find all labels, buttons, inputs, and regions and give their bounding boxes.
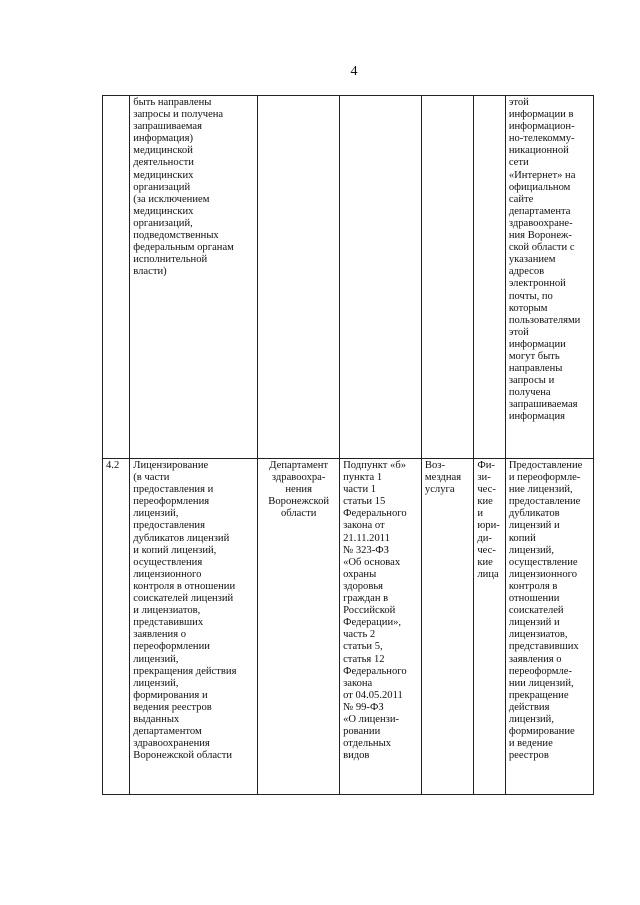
text-line: информации <box>508 338 566 350</box>
text-line: нии лицензий, <box>508 677 574 689</box>
text-line: Федерального <box>343 508 407 520</box>
cell-service-type <box>421 459 473 795</box>
text-line: юри- <box>477 520 500 532</box>
text-line: закона <box>343 677 373 689</box>
text-line: медицинских <box>133 205 194 217</box>
text-line: предоставления и <box>133 484 214 496</box>
text-line: Фи- <box>477 460 495 471</box>
text-line: лицензий, <box>508 544 554 556</box>
text-line: чес- <box>477 484 496 496</box>
text-line: лицензионного <box>133 568 202 580</box>
text-line: адресов <box>508 266 545 278</box>
text-line: запрашиваемая <box>133 121 202 133</box>
text-line: направлены <box>508 363 563 375</box>
text-line: ведения реестров <box>133 701 212 713</box>
text-line: которым <box>508 302 548 314</box>
text-line: получена <box>508 387 551 399</box>
text-line: № 323-ФЗ <box>343 544 389 556</box>
text-line: чес- <box>477 544 496 556</box>
text-line: пользователями <box>508 314 581 326</box>
text-line: Воз- <box>424 460 445 471</box>
text-line: ния Воронеж- <box>508 230 572 242</box>
text-line: кие <box>477 556 493 568</box>
text-line: и ведение <box>508 738 553 750</box>
text-line: кие <box>477 496 493 508</box>
text-line: «Об основах <box>343 556 401 568</box>
text-line: сети <box>508 157 529 169</box>
text-line: части 1 <box>343 484 377 496</box>
text-line: информация) <box>133 133 193 145</box>
text-line: здоровья <box>343 580 384 592</box>
text-line: действия <box>508 701 550 713</box>
text-line: лицензиатов, <box>508 629 568 641</box>
text-line: медицинских <box>133 169 194 181</box>
text-line: информация <box>508 411 566 423</box>
text-line: быть направлены <box>133 97 212 108</box>
text-line: услуга <box>424 484 455 496</box>
text-line: охраны <box>343 568 377 580</box>
text-line: формирование <box>508 726 575 738</box>
cell-info <box>505 96 593 459</box>
text-line: реестров <box>508 750 549 762</box>
cell-number <box>103 96 130 459</box>
text-line: лицензий, <box>133 508 179 520</box>
text-line: 21.11.2011 <box>343 532 390 544</box>
text-line: медицинской <box>133 145 193 157</box>
text-line: отношении <box>508 593 560 605</box>
text-line: ской области с <box>508 242 575 254</box>
text-line: указанием <box>508 254 556 266</box>
text-line: представивших <box>133 617 204 629</box>
row-number: 4.2 <box>106 460 120 471</box>
registry-table <box>102 95 594 795</box>
text-line: зи- <box>477 472 491 484</box>
text-line: переоформления <box>133 496 210 508</box>
text-line: Предоставление <box>508 460 583 471</box>
text-line: департамента <box>508 205 571 217</box>
text-line: могут быть <box>508 350 560 362</box>
text-line: лицензий и <box>508 520 560 532</box>
table-row-4-2 <box>103 459 594 795</box>
text-line: информацион- <box>508 121 575 133</box>
text-line: но-телекомму- <box>508 133 575 145</box>
text-line: лицензий, <box>508 713 554 725</box>
text-line: нения <box>285 484 312 496</box>
text-line: лица <box>477 568 499 580</box>
text-line: никационной <box>508 145 569 157</box>
text-line: закона от <box>343 520 385 532</box>
text-line: сайте <box>508 193 534 205</box>
text-line: власти) <box>133 266 167 278</box>
text-line: и <box>477 508 484 520</box>
text-line: заявления о <box>508 653 562 665</box>
text-line: контроля в отношении <box>133 580 236 592</box>
text-line: Федерального <box>343 665 407 677</box>
text-line: этой <box>508 326 529 338</box>
text-line: запросы и получена <box>133 109 224 121</box>
text-line: лицензионного <box>508 568 577 580</box>
cell-activity <box>130 459 258 795</box>
text-line: ровании <box>343 726 381 738</box>
text-line: электронной <box>508 278 566 290</box>
text-line: лицензий, <box>133 677 179 689</box>
text-line: (в части <box>133 472 170 484</box>
text-line: и переоформле- <box>508 472 581 484</box>
text-line: запрашиваемая <box>508 399 578 411</box>
text-line: соискателей <box>508 605 564 617</box>
text-line: здравоохране- <box>508 217 573 229</box>
text-line: дубликатов <box>508 508 560 520</box>
text-line: подведомственных <box>133 230 219 242</box>
text-line: лицензий и <box>508 617 560 629</box>
text-line: деятельности <box>133 157 194 169</box>
text-line: информации в <box>508 109 574 121</box>
text-line: предоставление <box>508 496 581 508</box>
text-line: организаций <box>133 181 191 193</box>
cell-service-type <box>421 96 473 459</box>
text-line: организаций, <box>133 217 193 229</box>
text-line: здравоохранения <box>133 738 210 750</box>
text-line: запросы и <box>508 375 555 387</box>
text-line: «Интернет» на <box>508 169 576 181</box>
text-line: Воронежской области <box>133 750 233 762</box>
text-line: и копий лицензий, <box>133 544 217 556</box>
text-line: Воронежской <box>268 496 330 508</box>
text-line: почты, по <box>508 290 553 302</box>
text-line: лицензий, <box>133 653 179 665</box>
text-line: граждан в <box>343 593 389 605</box>
text-line: ди- <box>477 532 492 544</box>
cell-department <box>258 96 340 459</box>
cell-activity <box>130 96 258 459</box>
text-line: пункта 1 <box>343 472 383 484</box>
cell-info <box>505 459 593 795</box>
text-line: Российской <box>343 605 396 617</box>
text-line: Подпункт «б» <box>343 460 407 471</box>
text-line: осуществления <box>133 556 203 568</box>
text-line: от 04.05.2011 <box>343 689 403 701</box>
cell-number <box>103 459 130 795</box>
text-line: представивших <box>508 641 579 653</box>
text-line: области <box>280 508 317 520</box>
text-line: часть 2 <box>343 629 376 641</box>
text-line: этой <box>508 97 529 108</box>
table-row-continuation <box>103 96 594 459</box>
text-line: прекращения действия <box>133 665 237 677</box>
text-line: ние лицензий, <box>508 484 573 496</box>
text-line: Департамент <box>269 460 329 471</box>
text-line: переоформле- <box>508 665 573 677</box>
text-line: формирования и <box>133 689 208 701</box>
text-line: заявления о <box>133 629 187 641</box>
text-line: дубликатов лицензий <box>133 532 230 544</box>
text-line: выданных <box>133 713 180 725</box>
cell-department <box>258 459 340 795</box>
cell-legal-basis <box>340 96 422 459</box>
text-line: департаментом <box>133 726 202 738</box>
text-line: исполнительной <box>133 254 208 266</box>
text-line: статья 12 <box>343 653 385 665</box>
text-line: копий <box>508 532 536 544</box>
text-line: официальном <box>508 181 571 193</box>
cell-legal-basis <box>340 459 422 795</box>
text-line: статьи 15 <box>343 496 386 508</box>
text-line: прекращение <box>508 689 569 701</box>
text-line: отдельных <box>343 738 392 750</box>
text-line: Лицензирование <box>133 460 209 471</box>
text-line: здравоохра- <box>271 472 326 484</box>
text-line: мездная <box>424 472 462 484</box>
text-line: (за исключением <box>133 193 210 205</box>
text-line: Федерации», <box>343 617 402 629</box>
text-line: контроля в <box>508 580 558 592</box>
text-line: видов <box>343 750 370 762</box>
text-line: «О лицензи- <box>343 713 400 725</box>
text-line: переоформлении <box>133 641 210 653</box>
text-line: статьи 5, <box>343 641 383 653</box>
cell-recipients <box>474 459 505 795</box>
text-line: предоставления <box>133 520 205 532</box>
text-line: федеральным органам <box>133 242 234 254</box>
page-number: 4 <box>350 64 358 79</box>
text-line: осуществление <box>508 556 578 568</box>
text-line: и лицензиатов, <box>133 605 201 617</box>
cell-recipients <box>474 96 505 459</box>
text-line: № 99-ФЗ <box>343 701 384 713</box>
text-line: соискателей лицензий <box>133 593 234 605</box>
